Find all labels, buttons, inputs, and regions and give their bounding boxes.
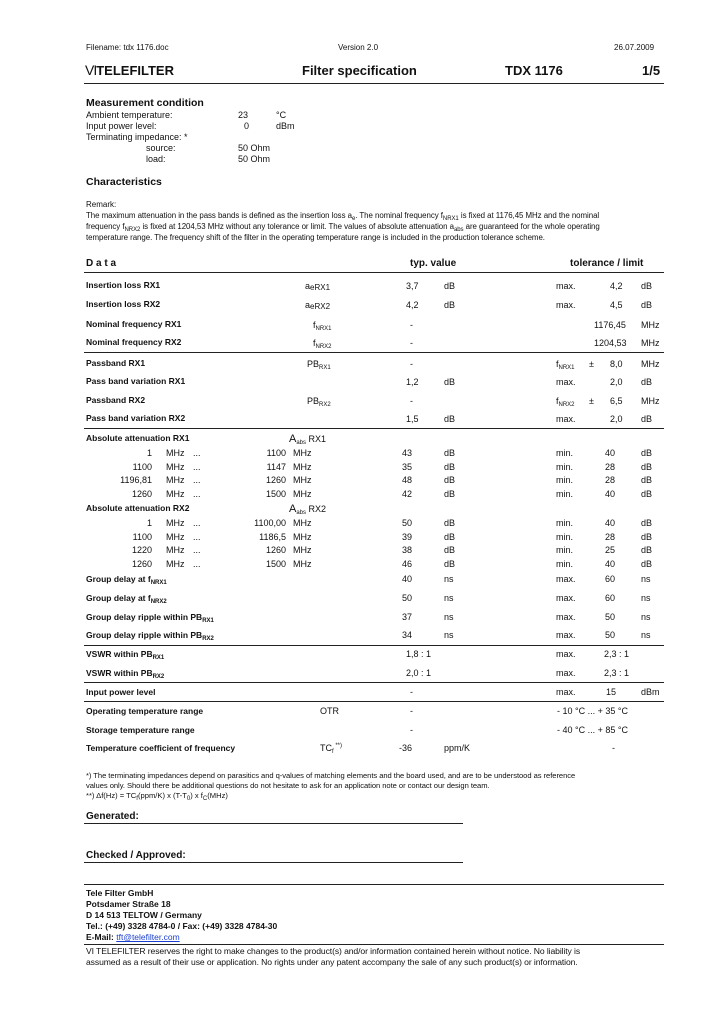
attenuation-val: 28 (605, 461, 616, 472)
row-limit-value: 2,3 : 1 (604, 649, 630, 659)
checked-label: Checked / Approved: (86, 850, 186, 861)
row-reference: $f_{NRX2}$ (556, 396, 575, 408)
note-1-line-1: *) The terminating impedances depend on parasitics and q-values of matching elements and the board used, and are to be understood as reference (86, 771, 576, 780)
footer-divider (84, 884, 664, 885)
attenuation-vunit: dB (641, 488, 653, 499)
row-reference: $f_{NRX1}$ (556, 359, 575, 371)
aa1-symbol: $A_{abs}$ RX1 (289, 433, 327, 446)
attenuation-u1: MHz (166, 545, 185, 555)
divider (84, 428, 664, 429)
attenuation-u2: MHz (293, 448, 312, 458)
row-limit-value: - 40 °C ... + 85 °C (557, 725, 628, 735)
row-symbol: aeRX2 (305, 300, 331, 311)
divider (84, 682, 664, 683)
remark-line-3: temperature range. The frequency shift of the filter in the operating temperature range is included in the production tolerance scheme. (86, 233, 545, 242)
row-label: Operating temperature range (86, 706, 204, 716)
source-label: source: (146, 143, 176, 153)
row-unit: ns (444, 574, 454, 584)
doc-type: Filter specification (302, 63, 417, 78)
attenuation-to: 1147 (266, 461, 286, 472)
row-limit-unit: MHz (641, 359, 660, 369)
ambient-label: Ambient temperature: (86, 110, 173, 120)
row-typ: - (410, 706, 413, 716)
row-symbol: aeRX1 (305, 281, 331, 292)
row-limit-type: max. (556, 612, 576, 622)
row-limit-unit: dBm (641, 687, 660, 697)
row-limit-value: 50 (605, 630, 616, 640)
row-limit-value: 2,3 : 1 (604, 668, 630, 678)
generated-signature-line (84, 823, 463, 824)
row-typ: 1,2 (406, 377, 419, 387)
checked-signature-line (84, 862, 463, 863)
row-limit-value: 4,2 (610, 281, 623, 291)
attenuation-val: 28 (605, 475, 616, 485)
row-limit-type: max. (556, 300, 576, 310)
row-limit-unit: MHz (641, 338, 660, 348)
row-typ: 4,2 (406, 300, 419, 310)
disclaimer-line-1: VI TELEFILTER reserves the right to make changes to the product(s) and/or information contained herein without notice. No liability is (86, 946, 581, 956)
attenuation-to: 1260 (265, 475, 286, 485)
row-symbol: $f_{NRX2}$ (313, 338, 332, 350)
row-typ: - (410, 396, 413, 406)
attenuation-u1: MHz (166, 448, 185, 458)
attenuation-unit: dB (444, 488, 456, 499)
row-label: Passband RX1 (86, 358, 146, 368)
row-limit-type: max. (556, 668, 576, 678)
row-limit-unit: dB (641, 300, 653, 310)
email-link[interactable]: tft@telefilter.com (116, 932, 180, 942)
row-label: Group delay ripple within $PB_{RX2}$ (86, 630, 214, 642)
load-label: load: (146, 154, 166, 164)
attenuation-vunit: dB (641, 475, 653, 485)
col-tolerance: tolerance / limit (570, 258, 644, 269)
row-typ: 37 (402, 612, 413, 622)
row-plusminus: ± (589, 359, 594, 369)
email-label: E-Mail: (86, 932, 117, 942)
attenuation-typ: 42 (402, 488, 413, 499)
attenuation-lim: min. (556, 488, 574, 499)
logo-vi: VI (85, 62, 97, 78)
power-value: 0 (244, 121, 250, 131)
row-limit-type: max. (556, 377, 576, 387)
row-unit: dB (444, 414, 456, 424)
attenuation-typ: 38 (402, 545, 413, 555)
attenuation-from: 1100 (132, 461, 152, 472)
attenuation-val: 40 (605, 518, 616, 528)
footer-phone: Tel.: (+49) 3328 4784-0 / Fax: (+49) 3328 4784-30 (86, 921, 278, 931)
row-typ: 2,0 : 1 (406, 668, 432, 678)
remark-line-1: The maximum attenuation in the pass bands is defined as the insertion loss $a_e$. The nominal frequency $f_{NRX1}$ is fixed at 1176,45 MHz and the nominal (86, 211, 600, 222)
attenuation-to: 1500 (265, 488, 286, 499)
row-limit-type: max. (556, 649, 576, 659)
attenuation-lim: min. (556, 545, 574, 555)
attenuation-dots: ... (193, 531, 201, 542)
attenuation-unit: dB (444, 475, 456, 485)
attenuation-val: 40 (605, 488, 616, 499)
power-label: Input power level: (86, 121, 157, 131)
attenuation-u2: MHz (293, 488, 312, 499)
attenuation-unit: dB (444, 545, 456, 555)
row-limit-value: 8,0 (610, 359, 623, 369)
footer-street: Potsdamer Straße 18 (86, 899, 171, 909)
row-limit-value: 6,5 (610, 396, 623, 406)
attenuation-dots: ... (193, 545, 201, 555)
attenuation-lim: min. (556, 531, 574, 542)
attenuation-u2: MHz (293, 531, 312, 542)
row-typ: 1,8 : 1 (406, 649, 432, 659)
row-label: Group delay ripple within $PB_{RX1}$ (86, 612, 214, 624)
row-limit-value: 1176,45 (594, 320, 626, 330)
attenuation-dots: ... (193, 518, 201, 528)
attenuation-from: 1260 (131, 558, 152, 569)
attenuation-vunit: dB (641, 545, 653, 555)
attenuation-u2: MHz (293, 475, 312, 485)
attenuation-u1: MHz (166, 461, 185, 472)
version: Version 2.0 (338, 43, 379, 52)
attenuation-val: 40 (605, 448, 616, 458)
attenuation-typ: 39 (402, 531, 413, 542)
row-symbol: OTR (320, 706, 339, 716)
row-limit-value: 60 (605, 593, 616, 603)
row-limit-type: max. (556, 630, 576, 640)
row-limit-type: max. (556, 574, 576, 584)
row-limit-unit: dB (641, 377, 653, 387)
row-label: Nominal frequency RX2 (86, 337, 182, 347)
attenuation-unit: dB (444, 448, 456, 458)
part-number: TDX 1176 (505, 63, 563, 78)
row-label: Pass band variation RX1 (86, 376, 186, 386)
generated-label: Generated: (86, 811, 139, 822)
attenuation-u1: MHz (166, 488, 185, 499)
row-symbol: $TC_f$ **) (320, 743, 343, 755)
row-typ: 1,5 (406, 414, 419, 424)
attenuation-typ: 50 (402, 518, 413, 528)
row-label: Pass band variation RX2 (86, 413, 186, 423)
row-unit: ns (444, 612, 454, 622)
attenuation-dots: ... (193, 475, 201, 485)
row-label: Insertion loss RX1 (86, 280, 161, 290)
row-typ: - (410, 338, 413, 348)
attenuation-from: 1260 (131, 488, 152, 499)
attenuation-from: 1196,81 (120, 475, 152, 485)
attenuation-typ: 43 (402, 448, 413, 458)
attenuation-lim: min. (556, 461, 574, 472)
attenuation-u1: MHz (166, 531, 185, 542)
row-typ: -36 (399, 743, 413, 753)
row-symbol: $f_{NRX1}$ (313, 320, 332, 332)
row-limit-type: max. (556, 687, 576, 697)
row-typ: 50 (402, 593, 413, 603)
attenuation-val: 40 (605, 558, 616, 569)
row-limit-value: 1204,53 (594, 338, 627, 348)
attenuation-u2: MHz (293, 461, 312, 472)
attenuation-from: 1100 (132, 531, 152, 542)
attenuation-unit: dB (444, 558, 456, 569)
characteristics-title: Characteristics (86, 176, 162, 188)
row-plusminus: ± (589, 396, 594, 406)
attenuation-u1: MHz (166, 558, 185, 569)
row-limit-type: max. (556, 281, 576, 291)
attenuation-typ: 46 (402, 558, 413, 569)
row-unit: ns (444, 593, 454, 603)
attenuation-vunit: dB (641, 531, 653, 542)
row-typ: - (410, 687, 413, 697)
row-limit-value: 60 (605, 574, 616, 584)
attenuation-lim: min. (556, 558, 574, 569)
row-label: Temperature coefficient of frequency (86, 743, 236, 753)
row-limit-type: max. (556, 414, 576, 424)
row-limit-value: 50 (605, 612, 616, 622)
row-label: VSWR within $PB_{RX1}$ (86, 649, 165, 661)
attenuation-to: 1186,5 (259, 531, 286, 542)
row-limit-unit: ns (641, 630, 651, 640)
page-number: 1/5 (642, 63, 661, 78)
impedance-label: Terminating impedance: * (86, 132, 188, 142)
attenuation-val: 25 (605, 545, 616, 555)
row-label: Passband RX2 (86, 395, 146, 405)
attenuation-to: 1500 (265, 558, 286, 569)
row-label: Input power level (86, 687, 156, 697)
row-typ: - (410, 320, 413, 330)
row-label: Storage temperature range (86, 725, 195, 735)
row-typ: - (410, 725, 413, 735)
attenuation-unit: dB (444, 518, 456, 528)
col-data: D a t a (86, 258, 117, 269)
attenuation-lim: min. (556, 475, 574, 485)
footer-divider-2 (84, 944, 664, 945)
row-limit-value: - (612, 743, 615, 753)
measurement-title: Measurement condition (86, 97, 204, 109)
row-unit: ppm/K (444, 743, 471, 753)
row-typ: - (410, 359, 413, 369)
row-limit-value: 15 (606, 687, 617, 697)
row-unit: dB (444, 300, 456, 310)
row-label: Insertion loss RX2 (86, 299, 161, 309)
attenuation-dots: ... (193, 448, 201, 458)
source-value: 50 Ohm (238, 143, 271, 153)
row-limit-unit: ns (641, 593, 651, 603)
attenuation-u1: MHz (166, 518, 185, 528)
row-limit-type: max. (556, 593, 576, 603)
footer-city: D 14 513 TELTOW / Germany (86, 910, 202, 920)
attenuation-dots: ... (193, 558, 201, 569)
divider (84, 352, 664, 353)
row-unit: dB (444, 377, 456, 387)
disclaimer-line-2: assumed as a result of their use or application. No rights under any patent accompany the sale of any such product(s) or information. (86, 957, 578, 967)
attenuation-unit: dB (444, 461, 456, 472)
date: 26.07.2009 (614, 43, 655, 52)
power-unit: dBm (276, 121, 295, 131)
attenuation-to: 1100,00 (254, 518, 286, 528)
attenuation-vunit: dB (641, 448, 653, 458)
filename: Filename: tdx 1176.doc (86, 43, 169, 52)
row-limit-value: 2,0 (610, 377, 623, 387)
attenuation-unit: dB (444, 531, 456, 542)
attenuation-from: 1 (146, 518, 152, 528)
col-typ: typ. value (410, 258, 457, 269)
row-unit: ns (444, 630, 454, 640)
aa1-label: Absolute attenuation RX1 (86, 433, 190, 443)
table-header-divider (84, 272, 664, 273)
attenuation-dots: ... (193, 461, 201, 472)
row-symbol: $PB_{RX1}$ (307, 359, 331, 371)
remark-label: Remark: (86, 200, 117, 209)
ambient-value: 23 (238, 110, 249, 120)
row-typ: 3,7 (406, 281, 419, 291)
attenuation-lim: min. (556, 518, 574, 528)
attenuation-to: 1260 (265, 545, 286, 555)
row-limit-value: 2,0 (610, 414, 623, 424)
attenuation-u2: MHz (293, 518, 312, 528)
row-limit-unit: MHz (641, 396, 660, 406)
row-typ: 34 (402, 630, 413, 640)
ambient-unit: °C (276, 110, 287, 120)
row-limit-unit: ns (641, 574, 651, 584)
row-typ: 40 (402, 574, 413, 584)
header-divider (84, 83, 664, 84)
aa2-label: Absolute attenuation RX2 (86, 503, 190, 513)
row-label: Group delay at $f_{NRX2}$ (86, 593, 167, 605)
divider (84, 645, 664, 646)
attenuation-val: 28 (605, 531, 616, 542)
attenuation-typ: 35 (402, 461, 413, 472)
row-limit-unit: MHz (641, 320, 660, 330)
row-limit-value: 4,5 (610, 300, 623, 310)
attenuation-lim: min. (556, 448, 574, 458)
attenuation-from: 1220 (131, 545, 152, 555)
attenuation-u2: MHz (293, 558, 312, 569)
attenuation-from: 1 (146, 448, 152, 458)
logo-telefilter: TELEFILTER (96, 63, 174, 78)
row-symbol: $PB_{RX2}$ (307, 396, 331, 408)
attenuation-typ: 48 (402, 475, 413, 485)
remark-line-2: frequency $f_{NRX2}$ is fixed at 1204,53 MHz without any tolerance or limit. The values of absolute attenuation $a_{abs}$ are guaranteed for the whole operating (86, 222, 600, 233)
row-label: VSWR within $PB_{RX2}$ (86, 668, 165, 680)
attenuation-vunit: dB (641, 518, 653, 528)
row-unit: dB (444, 281, 456, 291)
row-limit-value: - 10 °C ... + 35 °C (557, 706, 628, 716)
row-limit-unit: dB (641, 414, 653, 424)
footer-company: Tele Filter GmbH (86, 888, 154, 898)
attenuation-u1: MHz (166, 475, 185, 485)
note-1-line-2: values only. Should there be additional questions do not hesitate to ask for an application note or contact our design team. (86, 781, 490, 790)
attenuation-u2: MHz (293, 545, 312, 555)
attenuation-to: 1100 (266, 448, 286, 458)
attenuation-vunit: dB (641, 461, 653, 472)
row-limit-unit: dB (641, 281, 653, 291)
footer-email-row (86, 932, 180, 942)
divider (84, 701, 664, 702)
row-limit-unit: ns (641, 612, 651, 622)
aa2-symbol: $A_{abs}$ RX2 (289, 503, 327, 516)
load-value: 50 Ohm (238, 154, 271, 164)
row-label: Group delay at $f_{NRX1}$ (86, 574, 167, 586)
attenuation-dots: ... (193, 488, 201, 499)
attenuation-vunit: dB (641, 558, 653, 569)
note-2: **) $\Delta f(Hz) = TC_f(ppm/K)$ x $(T-T_0)$ x $f_C(MHz)$ (86, 791, 228, 802)
row-label: Nominal frequency RX1 (86, 319, 182, 329)
company-logo (85, 62, 174, 78)
